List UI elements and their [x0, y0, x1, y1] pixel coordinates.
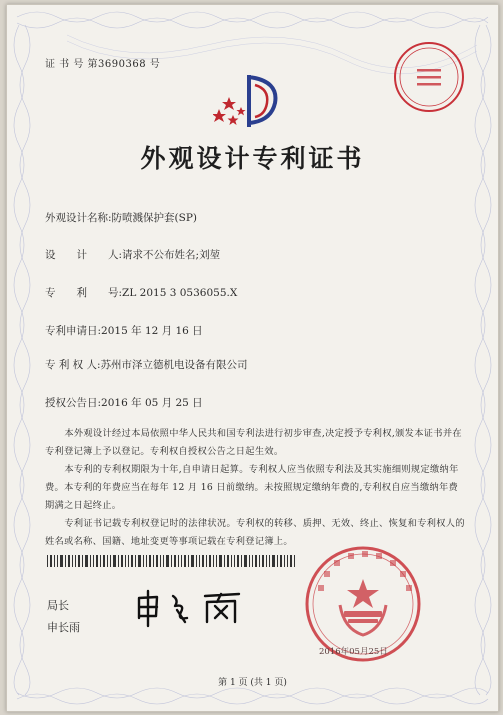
field-label: 专利申请日: — [45, 325, 102, 337]
field-value: 苏州市泽立德机电设备有限公司 — [100, 359, 248, 371]
field-value: ZL 2015 3 0536055.X — [122, 287, 238, 299]
field-value: 2016 年 05 月 25 日 — [101, 397, 203, 409]
body-paragraph: 本外观设计经过本局依照中华人民共和国专利法进行初步审查,决定授予专利权,颁发本证书并在专利登记簿上予以登记。专利权自授权公告之日起生效。 — [45, 428, 462, 457]
field-grant-date — [45, 395, 203, 410]
field-label: 授权公告日: — [45, 397, 102, 409]
field-value: 防喷溅保护套(SP) — [111, 212, 197, 224]
field-patent-number — [45, 285, 237, 300]
field-label: 专 利 权 人: — [45, 359, 101, 371]
page-footer: 第 1 页 (共 1 页) — [218, 678, 287, 688]
director-title: 局长 — [47, 599, 69, 612]
director-name: 申长雨 — [47, 621, 80, 634]
barcode — [47, 555, 297, 567]
patent-office-logo — [213, 71, 291, 129]
director-signature — [135, 588, 255, 628]
field-value: 请求不公布姓名;刘堃 — [122, 249, 221, 261]
certificate-body — [45, 425, 465, 551]
field-label: 外观设计名称: — [45, 212, 112, 224]
field-designer — [45, 247, 220, 262]
certificate-title: 外观设计专利证书 — [140, 144, 365, 173]
field-label: 专 利 号: — [45, 287, 123, 299]
body-paragraph: 本专利的专利权期限为十年,自申请日起算。专利权人应当依照专利法及其实施细则规定缴纳年费。本专利的年费应当在每年 12 月 16 日前缴纳。未按照规定缴纳年费的,专利权自应当缴纳年费期满之日起终止。 — [45, 464, 459, 511]
star-icon — [213, 97, 246, 125]
field-label: 设 计 人: — [45, 249, 123, 261]
field-patentee — [45, 357, 248, 372]
certificate-page — [6, 4, 499, 712]
field-value: 2015 年 12 月 16 日 — [101, 325, 203, 337]
approval-stamp — [391, 39, 467, 115]
field-design-name — [45, 210, 197, 225]
field-filing-date — [45, 323, 203, 338]
seal-date: 2016年05月25日 — [319, 647, 388, 657]
certificate-number: 证 书 号 第3690368 号 — [45, 59, 161, 70]
body-paragraph: 专利证书记载专利权登记时的法律状况。专利权的转移、质押、无效、终止、恢复和专利权人的姓名或名称、国籍、地址变更等事项记载在专利登记簿上。 — [45, 518, 465, 547]
